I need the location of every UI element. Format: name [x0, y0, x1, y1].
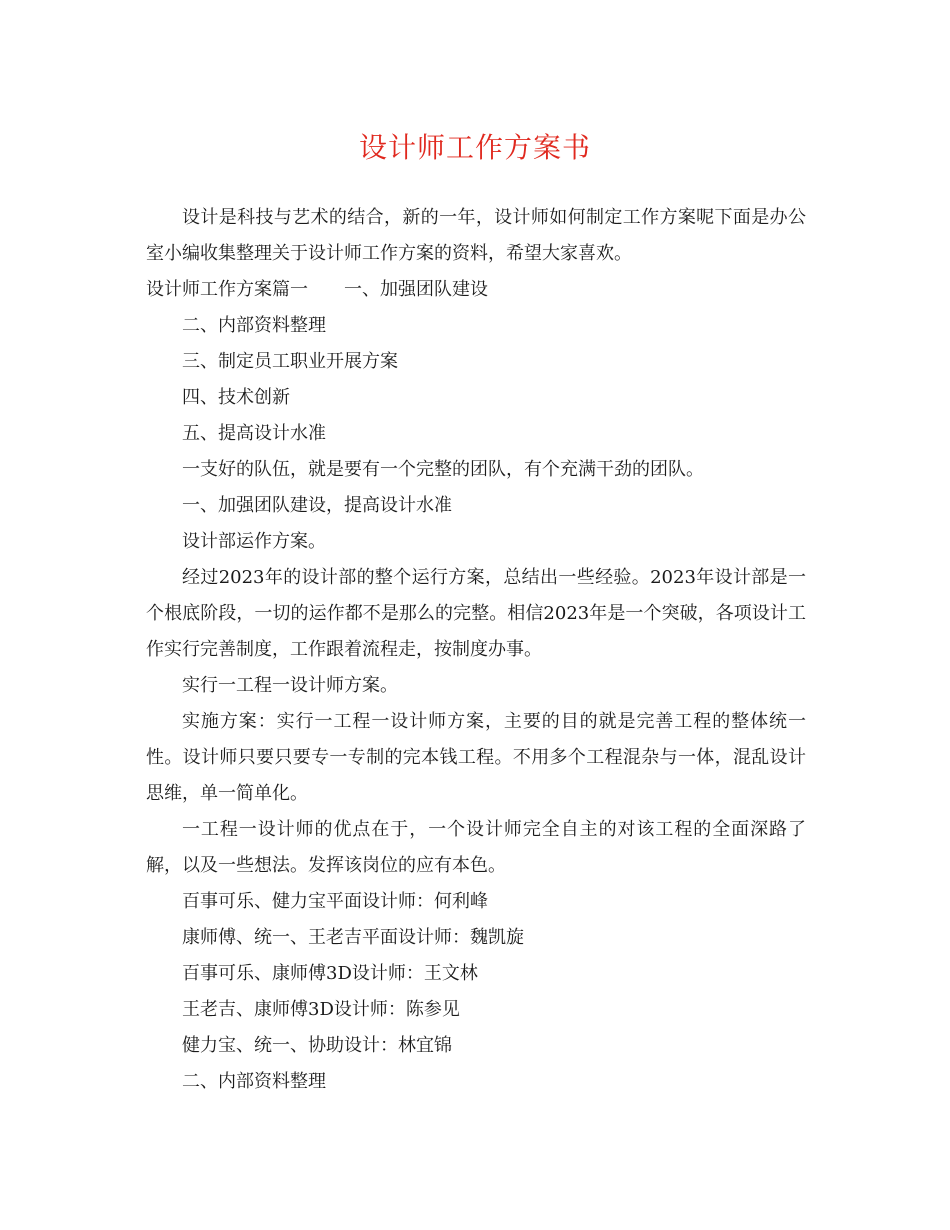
list-item: 五、提高设计水准 — [182, 423, 326, 444]
paragraph: 百事可乐、健力宝平面设计师：何利峰 — [182, 891, 488, 912]
paragraph: 二、内部资料整理 — [182, 1071, 326, 1092]
paragraph: 百事可乐、康师傅3D设计师：王文林 — [182, 963, 478, 984]
paragraph: 实施方案：实行一工程一设计师方案，主要的目的就是完善工程的整体统一性。设计师只要只要专一专制的完本钱工程。不用多个工程混杂与一体，混乱设计思维，单一简单化。 — [146, 711, 806, 804]
section-heading-item: 一、加强团队建设 — [344, 279, 488, 300]
intro-paragraph: 设计是科技与艺术的结合，新的一年，设计师如何制定工作方案呢下面是办公室小编收集整理关于设计师工作方案的资料，希望大家喜欢。 — [146, 207, 806, 264]
document-body — [146, 200, 806, 1100]
list-item: 四、技术创新 — [182, 387, 290, 408]
list-item: 三、制定员工职业开展方案 — [182, 351, 398, 372]
paragraph: 一、加强团队建设，提高设计水准 — [182, 495, 452, 516]
paragraph: 实行一工程一设计师方案。 — [182, 675, 398, 696]
paragraph: 一工程一设计师的优点在于，一个设计师完全自主的对该工程的全面深路了解，以及一些想法。发挥该岗位的应有本色。 — [146, 819, 806, 876]
paragraph: 健力宝、统一、协助设计：林宜锦 — [182, 1035, 452, 1056]
list-item: 二、内部资料整理 — [182, 315, 326, 336]
paragraph: 王老吉、康师傅3D设计师：陈参见 — [182, 999, 460, 1020]
paragraph: 康师傅、统一、王老吉平面设计师：魏凯旋 — [182, 927, 524, 948]
paragraph: 设计部运作方案。 — [182, 531, 326, 552]
section-heading-label: 设计师工作方案篇一 — [146, 279, 308, 300]
paragraph: 经过2023年的设计部的整个运行方案，总结出一些经验。2023年设计部是一个根底阶段，一切的运作都不是那么的完整。相信2023年是一个突破，各项设计工作实行完善制度，工作跟着流程走，按制度办事。 — [146, 567, 806, 660]
section-heading — [146, 272, 806, 308]
page-title: 设计师工作方案书 — [358, 131, 591, 164]
paragraph: 一支好的队伍，就是要有一个完整的团队，有个充满干劲的团队。 — [182, 459, 704, 480]
